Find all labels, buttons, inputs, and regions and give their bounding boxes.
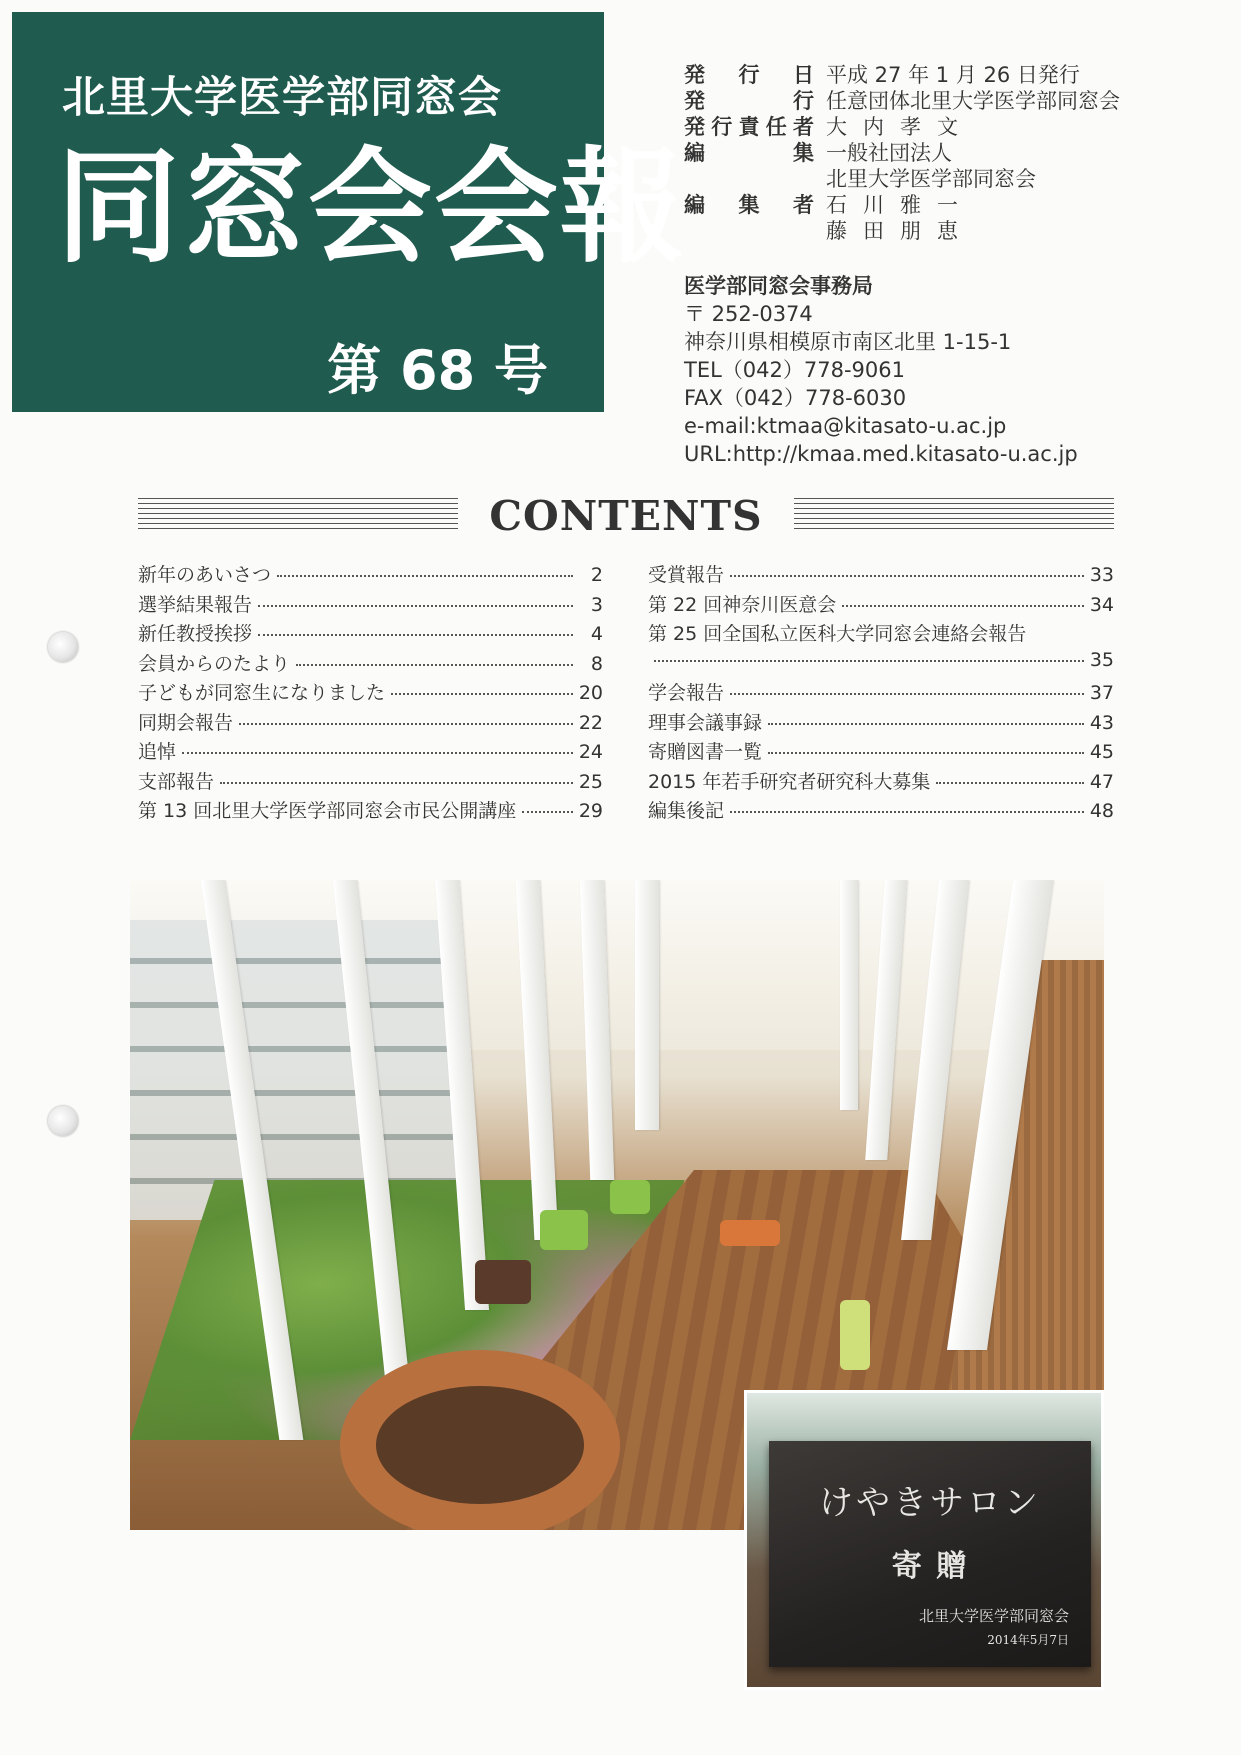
toc-title: 追悼 (138, 741, 177, 763)
toc-leader (936, 782, 1083, 784)
toc-item[interactable] (138, 590, 603, 620)
toc-right-column (648, 560, 1114, 826)
info-row-editing-2 (684, 166, 1204, 192)
toc-title: 支部報告 (138, 770, 215, 793)
toc-title: 新任教授挨拶 (138, 623, 253, 645)
toc-title: 理事会議事録 (648, 711, 763, 734)
toc-leader (730, 693, 1084, 695)
bulletin-title: 同窓会会報 (56, 136, 687, 280)
toc-page: 47 (1089, 770, 1114, 793)
office-email[interactable]: e-mail:ktmaa@kitasato-u.ac.jp (684, 414, 1007, 438)
contents-title: CONTENTS (489, 492, 763, 540)
photo-reception-desk (340, 1350, 620, 1530)
toc-page: 3 (590, 593, 603, 616)
toc-title: 選挙結果報告 (138, 593, 253, 616)
toc-title: 第 22 回神奈川医意会 (648, 593, 837, 616)
photo-sofa (720, 1220, 780, 1246)
toc-item[interactable] (138, 619, 603, 649)
toc-item[interactable] (138, 560, 603, 590)
info-row-date (684, 62, 1204, 88)
toc-page: 37 (1089, 682, 1114, 704)
info-value: 大内孝文 (826, 115, 974, 139)
toc-leader (768, 752, 1084, 754)
toc-item[interactable] (138, 649, 603, 679)
toc-page: 20 (578, 682, 603, 704)
toc-leader (258, 634, 573, 636)
issue-number: 第 68 号 (327, 339, 548, 402)
toc-item[interactable] (648, 619, 1114, 678)
toc-leader (220, 782, 573, 784)
contents-heading (138, 492, 1114, 542)
toc-title: 新年のあいさつ (138, 564, 272, 586)
toc-page: 34 (1089, 593, 1114, 616)
office-url[interactable]: URL:http://kmaa.med.kitasato-u.ac.jp (684, 442, 1078, 466)
toc-page: 25 (578, 770, 603, 793)
title-block (12, 12, 687, 412)
toc-item[interactable] (648, 767, 1114, 797)
toc-page: 22 (578, 711, 603, 734)
toc-page: 29 (578, 800, 603, 822)
toc-leader (768, 723, 1084, 725)
info-value: 一般社団法人 (826, 141, 952, 165)
toc-item[interactable] (138, 767, 603, 797)
toc-item[interactable] (138, 796, 603, 826)
toc-leader (296, 664, 573, 666)
info-row-publisher (684, 88, 1204, 114)
toc-leader (654, 660, 1084, 662)
office-address: 神奈川県相模原市南区北里 1-15-1 (684, 330, 1012, 354)
office-name: 医学部同窓会事務局 (684, 274, 873, 298)
info-label: 編 集 者 (684, 193, 814, 217)
info-label: 発 行 日 (684, 63, 814, 87)
toc-item[interactable] (138, 737, 603, 767)
info-row-editing (684, 140, 1204, 166)
plaque-subtitle: 寄 贈 (891, 1549, 969, 1584)
toc-leader (730, 575, 1084, 577)
toc-page: 45 (1089, 741, 1114, 763)
office-tel: TEL（042）778-9061 (684, 358, 905, 382)
photo-chair (475, 1260, 531, 1304)
info-row-editor (684, 192, 1204, 218)
binder-hole-bottom (48, 1106, 78, 1136)
info-value: 北里大学医学部同窓会 (826, 167, 1036, 191)
info-value: 平成 27 年 1 月 26 日発行 (826, 63, 1080, 87)
toc-title: 2015 年若手研究者研究科大募集 (648, 770, 931, 793)
toc-title: 同期会報告 (138, 711, 234, 734)
toc-item[interactable] (648, 737, 1114, 767)
toc-title: 寄贈図書一覧 (648, 741, 763, 763)
toc-left-column (138, 560, 603, 826)
toc-item[interactable] (648, 708, 1114, 738)
photo-chair (610, 1180, 650, 1214)
toc-leader (391, 693, 573, 695)
info-value: 藤田朋恵 (826, 219, 974, 243)
plaque-title: けやきサロン (819, 1483, 1041, 1523)
toc-title: 第 25 回全国私立医科大学同窓会連絡会報告 (648, 623, 1027, 645)
office-postal: 〒 252-0374 (684, 302, 813, 326)
publication-info (684, 62, 1204, 244)
photo-building-facade (130, 920, 460, 1220)
toc-page: 8 (590, 652, 603, 675)
association-name: 北里大学医学部同窓会 (62, 73, 502, 123)
office-info (684, 272, 1078, 468)
plaque-organization: 北里大学医学部同窓会 (918, 1607, 1069, 1625)
office-fax: FAX（042）778-6030 (684, 386, 907, 410)
info-label: 発 行 (684, 89, 814, 113)
toc-page: 43 (1089, 711, 1114, 734)
info-label: 発行責任者 (684, 115, 814, 139)
donation-plaque (769, 1441, 1091, 1667)
toc-leader (239, 723, 573, 725)
toc-item[interactable] (138, 678, 603, 708)
plaque-date: 2014年5月7日 (987, 1633, 1069, 1647)
binder-hole-top (48, 632, 78, 662)
toc-title: 学会報告 (648, 682, 725, 704)
toc-page: 2 (590, 564, 603, 586)
toc-leader (258, 605, 573, 607)
info-label (684, 218, 814, 244)
toc-page: 35 (1089, 648, 1114, 671)
toc-leader (277, 575, 573, 577)
photo-column (840, 880, 858, 1110)
toc-leader (730, 811, 1084, 813)
info-row-editor-2 (684, 218, 1204, 244)
photo-bench (840, 1300, 870, 1370)
plaque-photo (744, 1390, 1104, 1690)
toc-item[interactable] (648, 590, 1114, 620)
toc-title: 編集後記 (648, 800, 725, 822)
toc-leader (182, 752, 573, 754)
toc-item[interactable] (648, 560, 1114, 590)
toc-item[interactable] (648, 678, 1114, 708)
info-value: 石川雅一 (826, 193, 974, 217)
info-label (684, 166, 814, 192)
toc-page: 24 (578, 741, 603, 763)
toc-leader (522, 811, 573, 813)
toc-title: 子どもが同窓生になりました (138, 682, 386, 704)
toc-page: 33 (1089, 564, 1114, 586)
info-value: 任意団体北里大学医学部同窓会 (826, 89, 1120, 113)
toc-page: 48 (1089, 800, 1114, 822)
toc-title: 会員からのたより (138, 652, 291, 675)
toc-item[interactable] (648, 796, 1114, 826)
toc-title: 第 13 回北里大学医学部同窓会市民公開講座 (138, 800, 517, 822)
toc-item[interactable] (138, 708, 603, 738)
photo-chair (540, 1210, 588, 1250)
info-label: 編 集 (684, 141, 814, 165)
photo-column (635, 880, 659, 1130)
toc-title: 受賞報告 (648, 564, 725, 586)
info-row-responsible (684, 114, 1204, 140)
toc-page: 4 (590, 623, 603, 645)
toc-leader (842, 605, 1084, 607)
